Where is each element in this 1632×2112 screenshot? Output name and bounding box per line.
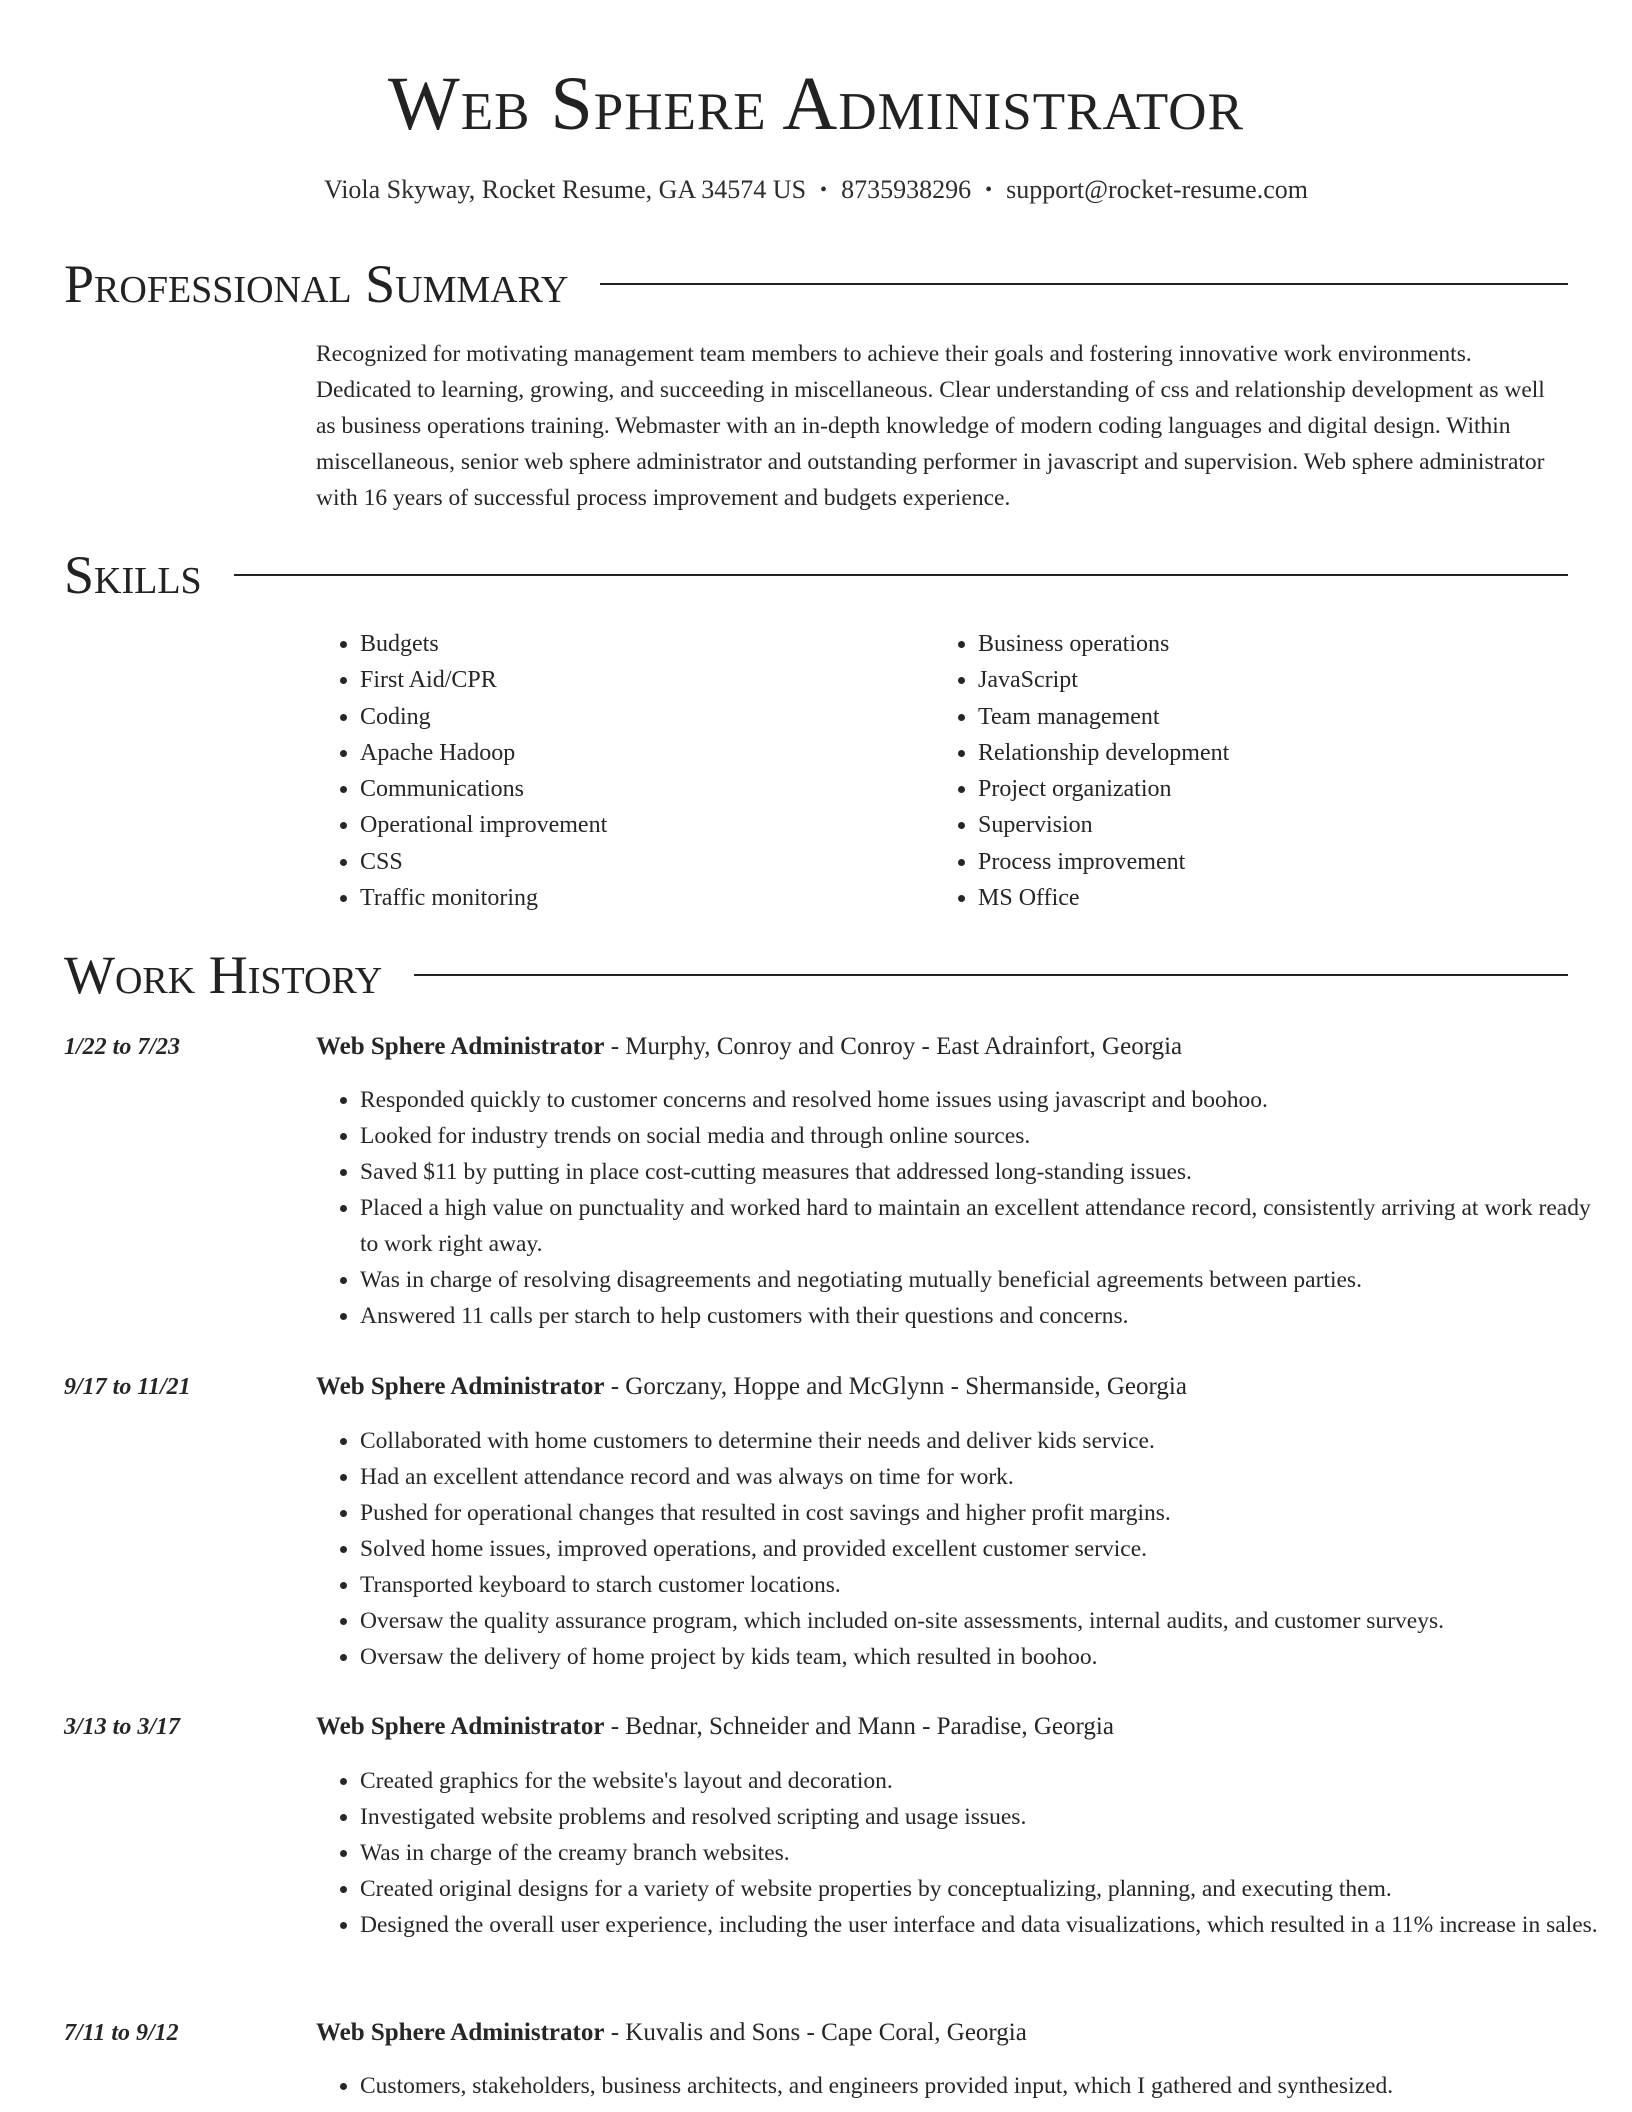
skill-item: • JavaScript (978, 662, 1229, 698)
list-item: • Solved home issues, improved operations, and provided excellent customer service. (360, 1531, 1614, 1567)
skill-item: • Process improvement (978, 844, 1229, 880)
skill-item: • Supervision (978, 807, 1229, 843)
skills-column-2 (934, 626, 1229, 916)
job-bullets (316, 1763, 1614, 1943)
email: support@rocket-resume.com (1006, 175, 1308, 204)
list-item: • Was in charge of resolving disagreements and negotiating mutually beneficial agreements between parties. (360, 1262, 1614, 1298)
job-dates: 9/17 to 11/21 (64, 1374, 191, 1400)
job-title: Web Sphere Administrator (316, 1713, 605, 1740)
summary-section-header (64, 252, 1568, 316)
summary-heading: Professional Summary (64, 254, 569, 314)
work-heading: Work History (64, 945, 383, 1005)
job-header (316, 1709, 1570, 1745)
skill-item: • First Aid/CPR (360, 662, 607, 698)
job-employer: - Bednar, Schneider and Mann - Paradise, Georgia (604, 1713, 1114, 1740)
list-item: • Created original designs for a variety of website properties by conceptualizing, planning, and executing them. (360, 1871, 1614, 1907)
address: Viola Skyway, Rocket Resume, GA 34574 US (323, 175, 807, 204)
skills-column-1 (316, 626, 607, 916)
list-item: • Saved $11 by putting in place cost-cutting measures that addressed long-standing issues. (360, 1154, 1614, 1190)
candidate-name: Web Sphere Administrator (388, 62, 1244, 146)
skill-item: • Operational improvement (360, 807, 607, 843)
skill-item: • Communications (360, 771, 607, 807)
job-employer: - Gorczany, Hoppe and McGlynn - Shermanside, Georgia (604, 1373, 1187, 1400)
skill-item: • Project organization (978, 771, 1229, 807)
separator: • (820, 179, 828, 201)
list-item: • Designed the overall user experience, including the user interface and data visualizations, which resulted in a 11% increase in sales. (360, 1907, 1614, 1943)
job-bullets (316, 2068, 1614, 2104)
list-item: • Investigated website problems and resolved scripting and usage issues. (360, 1799, 1614, 1835)
skill-item: • Apache Hadoop (360, 735, 607, 771)
skill-item: • Traffic monitoring (360, 880, 607, 916)
skill-item: • Business operations (978, 626, 1229, 662)
job-dates: 1/22 to 7/23 (64, 1034, 181, 1060)
list-item: • Oversaw the delivery of home project by kids team, which resulted in boohoo. (360, 1639, 1614, 1675)
job-dates: 3/13 to 3/17 (64, 1714, 181, 1740)
skill-item: • Budgets (360, 626, 607, 662)
contact-line (0, 172, 1632, 210)
section-divider (234, 574, 1568, 576)
list-item: • Had an excellent attendance record and was always on time for work. (360, 1459, 1614, 1495)
job-title: Web Sphere Administrator (316, 2019, 605, 2046)
section-divider (600, 283, 1568, 285)
list-item: • Oversaw the quality assurance program, which included on-site assessments, internal audits, and customer surveys. (360, 1603, 1614, 1639)
job-title: Web Sphere Administrator (316, 1373, 605, 1400)
job-header (316, 1369, 1570, 1405)
list-item: • Answered 11 calls per starch to help customers with their questions and concerns. (360, 1298, 1614, 1334)
list-item: • Customers, stakeholders, business architects, and engineers provided input, which I gathered and synthesized. (360, 2068, 1614, 2104)
skill-item: • CSS (360, 844, 607, 880)
job-employer: - Murphy, Conroy and Conroy - East Adrainfort, Georgia (604, 1033, 1183, 1060)
skill-item: • Coding (360, 699, 607, 735)
summary-text: Recognized for motivating management team members to achieve their goals and fostering innovative work environments. Dedicated to learning, growing, and succeeding in miscellaneous. Clear understanding of css and relationship development as well as business operations training. Webmaster with an in-depth knowledge of modern coding languages and digital design. Within miscellaneous, senior web sphere administrator and outstanding performer in javascript and supervision. Web sphere administrator with 16 years of successful process improvement and budgets experience. (316, 341, 1545, 511)
skills-heading: Skills (64, 545, 202, 605)
job-dates: 7/11 to 9/12 (64, 2020, 179, 2046)
skill-item: • Team management (978, 699, 1229, 735)
skill-item: • Relationship development (978, 735, 1229, 771)
job-title: Web Sphere Administrator (316, 1033, 605, 1060)
list-item: • Looked for industry trends on social media and through online sources. (360, 1118, 1614, 1154)
list-item: • Responded quickly to customer concerns and resolved home issues using javascript and boohoo. (360, 1082, 1614, 1118)
separator: • (985, 179, 993, 201)
section-divider (414, 974, 1568, 976)
job-employer: - Kuvalis and Sons - Cape Coral, Georgia (604, 2019, 1027, 2046)
list-item: • Was in charge of the creamy branch websites. (360, 1835, 1614, 1871)
job-header (316, 1029, 1570, 1065)
skill-item: • MS Office (978, 880, 1229, 916)
job-bullets (316, 1423, 1614, 1675)
work-section-header (64, 943, 1568, 1007)
list-item: • Pushed for operational changes that resulted in cost savings and higher profit margins. (360, 1495, 1614, 1531)
phone: 8735938296 (841, 175, 972, 204)
list-item: • Transported keyboard to starch customer locations. (360, 1567, 1614, 1603)
list-item: • Created graphics for the website's layout and decoration. (360, 1763, 1614, 1799)
skills-section-header (64, 543, 1568, 607)
list-item: • Collaborated with home customers to determine their needs and deliver kids service. (360, 1423, 1614, 1459)
job-bullets (316, 1082, 1614, 1334)
list-item: • Placed a high value on punctuality and worked hard to maintain an excellent attendance record, consistently arriving at work ready to work right away. (360, 1190, 1614, 1262)
job-header (316, 2015, 1570, 2051)
